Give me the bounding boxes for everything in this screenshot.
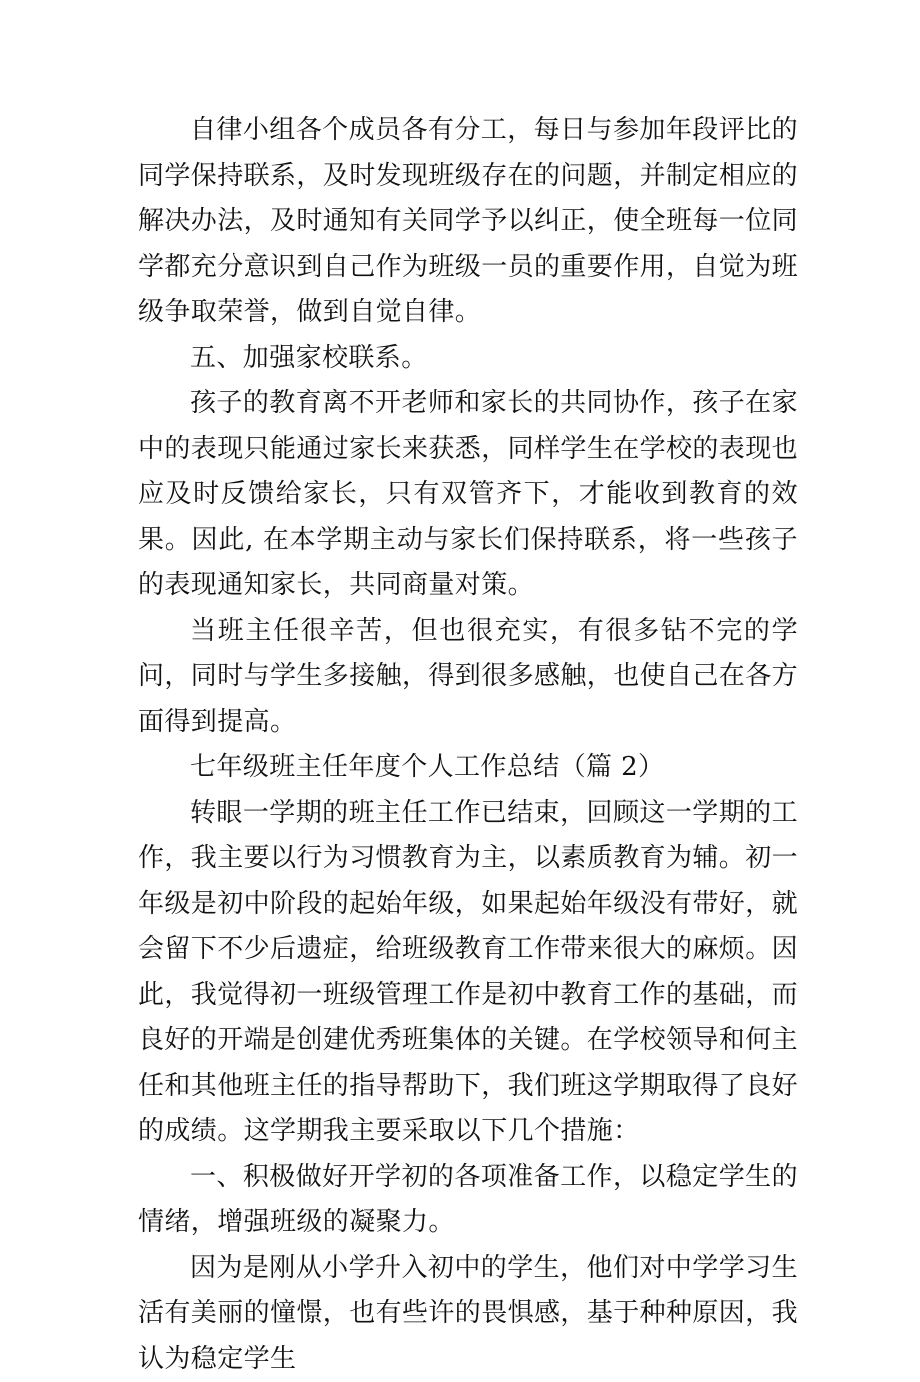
document-body [138,108,798,1382]
paragraph-new-students: 因为是刚从小学升入初中的学生，他们对中学学习生活有美丽的憧憬，也有些许的畏惧感，基于种种原因，我认为稳定学生 [138,1246,798,1382]
paragraph-semester-review: 转眼一学期的班主任工作已结束，回顾这一学期的工作，我主要以行为习惯教育为主，以素质教育为辅。初一年级是初中阶段的起始年级，如果起始年级没有带好，就会留下不少后遗症，给班级教育工作带来很大的麻烦。因此，我觉得初一班级管理工作是初中教育工作的基础，而良好的开端是创建优秀班集体的关键。在学校领导和何主任和其他班主任的指导帮助下，我们班这学期取得了良好的成绩。这学期我主要采取以下几个措施： [138,791,798,1155]
article-title-part-2: 七年级班主任年度个人工作总结（篇 2） [138,745,798,791]
section-heading-home-school-contact: 五、加强家校联系。 [138,336,798,382]
paragraph-head-teacher-reflection: 当班主任很辛苦，但也很充实，有很多钻不完的学问，同时与学生多接触，得到很多感触，也使自己在各方面得到提高。 [138,609,798,746]
section-heading-opening-preparation: 一、积极做好开学初的各项准备工作，以稳定学生的情绪，增强班级的凝聚力。 [138,1155,798,1246]
paragraph-self-discipline-group: 自律小组各个成员各有分工，每日与参加年段评比的同学保持联系，及时发现班级存在的问题，并制定相应的解决办法，及时通知有关同学予以纠正，使全班每一位同学都充分意识到自己作为班级一员的重要作用，自觉为班级争取荣誉，做到自觉自律。 [138,108,798,336]
paragraph-parent-cooperation: 孩子的教育离不开老师和家长的共同协作，孩子在家中的表现只能通过家长来获悉，同样学生在学校的表现也应及时反馈给家长，只有双管齐下，才能收到教育的效果。因此, 在本学期主动与家长们保持联系，将一些孩子的表现通知家长，共同商量对策。 [138,381,798,609]
